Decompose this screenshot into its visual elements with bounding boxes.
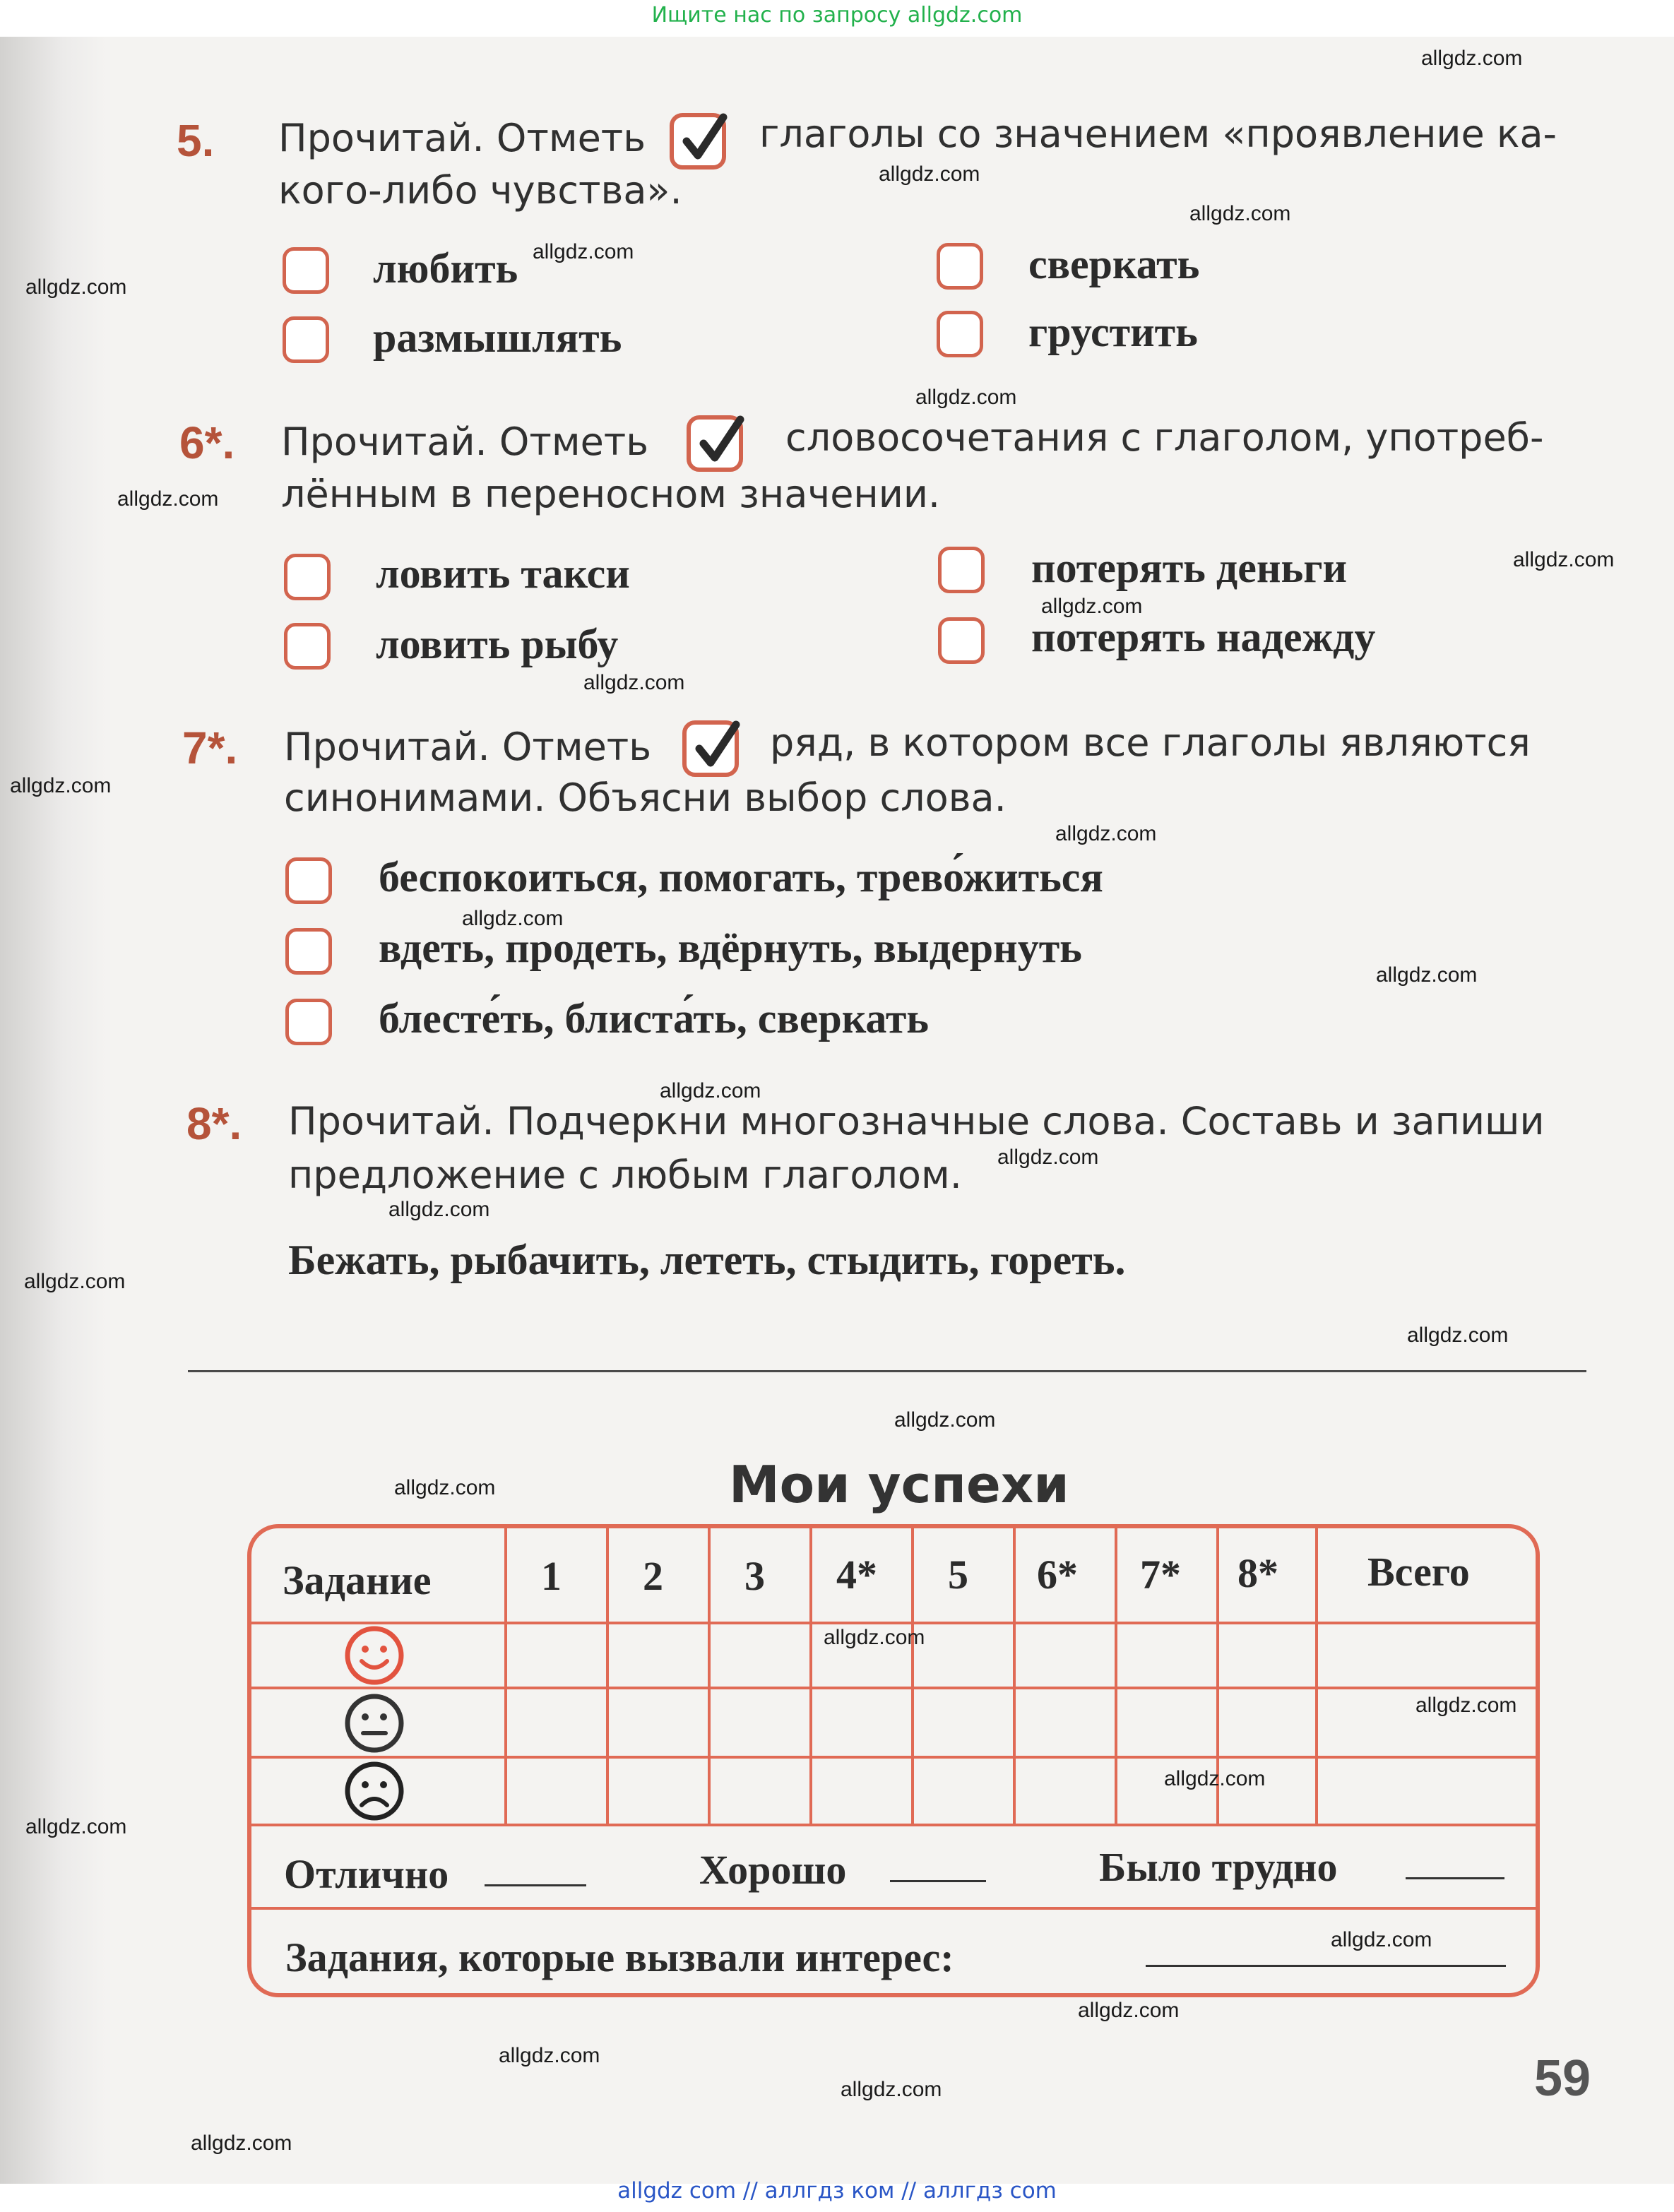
watermark: allgdz.com xyxy=(1055,822,1157,845)
task7-number: 7*. xyxy=(182,723,238,773)
table-line xyxy=(1315,1528,1318,1824)
watermark: allgdz.com xyxy=(533,240,634,263)
task5-option-4: грустить xyxy=(1028,309,1198,355)
header-8: 8* xyxy=(1237,1550,1278,1596)
task5-instruction-start: Прочитай. Отметь xyxy=(278,116,646,160)
task7-check-sample xyxy=(682,720,739,777)
task7-instruction-end: ряд, в котором все глаголы являются xyxy=(770,720,1531,765)
task5-number: 5. xyxy=(177,115,215,166)
table-line xyxy=(708,1528,711,1824)
header-2: 2 xyxy=(643,1553,663,1599)
task5-checkbox-1[interactable] xyxy=(283,247,329,294)
header-total: Всего xyxy=(1367,1549,1470,1595)
header-6: 6* xyxy=(1037,1552,1078,1598)
page-edge-shadow xyxy=(0,37,106,2184)
task6-checkbox-4[interactable] xyxy=(938,617,985,664)
task6-option-4: потерять надежду xyxy=(1031,614,1376,660)
interest-label: Задания, которые вызвали интерес: xyxy=(285,1934,954,1980)
interest-blank[interactable] xyxy=(1146,1965,1506,1967)
watermark: allgdz.com xyxy=(499,2044,600,2067)
task6-checkbox-2[interactable] xyxy=(938,547,985,593)
table-line xyxy=(251,1907,1536,1910)
watermark: allgdz.com xyxy=(1421,47,1523,70)
task7-instruction-line2: синонимами. Объясни выбор слова. xyxy=(284,775,1007,820)
watermark: allgdz.com xyxy=(1041,595,1143,618)
bottom-banner: allgdz com // аллгдз ком // аллгдз com xyxy=(617,2178,1057,2204)
watermark: allgdz.com xyxy=(25,1815,127,1838)
task6-option-1: ловить такси xyxy=(376,550,630,597)
watermark: allgdz.com xyxy=(117,487,219,511)
task6-option-3: ловить рыбу xyxy=(376,621,619,667)
watermark: allgdz.com xyxy=(10,774,112,797)
success-table xyxy=(247,1524,1540,1997)
header-1: 1 xyxy=(541,1553,562,1599)
sad-face-icon xyxy=(343,1760,405,1822)
watermark: allgdz.com xyxy=(388,1198,490,1221)
table-line xyxy=(251,1756,1536,1759)
rating-hard: Было трудно xyxy=(1099,1844,1338,1890)
checkmark-icon xyxy=(689,719,746,775)
header-7: 7* xyxy=(1140,1552,1181,1598)
checkmark-icon xyxy=(694,414,750,470)
watermark: allgdz.com xyxy=(1189,202,1291,225)
header-task: Задание xyxy=(283,1557,432,1603)
checkmark-icon xyxy=(677,112,733,168)
header-4: 4* xyxy=(836,1552,877,1598)
watermark: allgdz.com xyxy=(1376,963,1478,987)
header-3: 3 xyxy=(744,1553,765,1599)
task7-checkbox-3[interactable] xyxy=(285,999,332,1045)
task7-option-2: вдеть, продеть, вдёрнуть, выдернуть xyxy=(379,924,1082,971)
watermark: allgdz.com xyxy=(24,1270,126,1293)
watermark: allgdz.com xyxy=(25,275,127,299)
watermark: allgdz.com xyxy=(394,1476,496,1499)
task7-option-1: беспокоиться, помогать, трево́житься xyxy=(379,854,1103,900)
watermark: allgdz.com xyxy=(660,1079,761,1102)
watermark: allgdz.com xyxy=(879,162,980,186)
rating-excellent-blank[interactable] xyxy=(485,1884,586,1886)
task8-answer-line[interactable] xyxy=(188,1370,1586,1372)
task5-checkbox-2[interactable] xyxy=(937,243,983,290)
task6-instruction-start: Прочитай. Отметь xyxy=(281,420,649,464)
rating-excellent: Отлично xyxy=(284,1851,449,1897)
task7-option-3: блесте́ть, блиста́ть, сверкать xyxy=(379,995,930,1042)
task7-instruction-start: Прочитай. Отметь xyxy=(284,725,652,769)
table-line xyxy=(504,1528,507,1824)
task6-checkbox-1[interactable] xyxy=(284,554,331,600)
watermark: allgdz.com xyxy=(583,671,685,694)
task5-option-1: любить xyxy=(373,245,518,292)
task5-instruction-end: глаголы со значением «проявление ка- xyxy=(759,112,1557,156)
task6-option-2: потерять деньги xyxy=(1031,545,1348,591)
table-line xyxy=(1115,1528,1117,1824)
table-line xyxy=(251,1687,1536,1689)
watermark: allgdz.com xyxy=(191,2131,292,2155)
table-line xyxy=(251,1622,1536,1624)
task5-checkbox-4[interactable] xyxy=(937,311,983,357)
rating-good: Хорошо xyxy=(699,1847,847,1893)
task7-checkbox-2[interactable] xyxy=(285,928,332,975)
task5-option-3: размышлять xyxy=(373,314,622,361)
watermark: allgdz.com xyxy=(1331,1928,1432,1951)
top-banner: Ищите нас по запросу allgdz.com xyxy=(651,3,1023,28)
watermark: allgdz.com xyxy=(1513,548,1615,571)
task6-instruction-end: словосочетания с глаголом, употреб- xyxy=(785,415,1544,460)
task6-instruction-line2: лённым в переносном значении. xyxy=(281,472,941,516)
table-line xyxy=(911,1528,914,1824)
watermark: allgdz.com xyxy=(1164,1767,1266,1790)
table-line xyxy=(251,1824,1536,1826)
task8-words: Бежать, рыбачить, лететь, стыдить, гореть. xyxy=(288,1237,1126,1283)
watermark: allgdz.com xyxy=(824,1626,925,1649)
task5-option-2: сверкать xyxy=(1028,241,1200,287)
task5-checkbox-3[interactable] xyxy=(283,316,329,363)
task6-number: 6*. xyxy=(179,417,235,468)
task8-instruction-line2: предложение с любым глаголом. xyxy=(288,1153,962,1197)
page-number: 59 xyxy=(1534,2050,1591,2107)
table-line xyxy=(1013,1528,1016,1824)
watermark: allgdz.com xyxy=(462,907,564,930)
watermark: allgdz.com xyxy=(997,1146,1099,1169)
header-5: 5 xyxy=(948,1552,968,1598)
task7-checkbox-1[interactable] xyxy=(285,857,332,904)
watermark: allgdz.com xyxy=(841,2078,942,2101)
task8-number: 8*. xyxy=(186,1098,242,1149)
happy-face-icon xyxy=(343,1624,405,1687)
rating-hard-blank[interactable] xyxy=(1406,1877,1504,1879)
watermark: allgdz.com xyxy=(894,1408,996,1432)
watermark: allgdz.com xyxy=(1078,1999,1180,2022)
task6-check-sample xyxy=(687,415,743,472)
watermark: allgdz.com xyxy=(1415,1694,1517,1717)
task5-instruction-line2: кого-либо чувства». xyxy=(278,168,682,213)
task5-check-sample xyxy=(670,113,726,170)
watermark: allgdz.com xyxy=(915,386,1017,409)
neutral-face-icon xyxy=(343,1692,405,1754)
task6-checkbox-3[interactable] xyxy=(284,623,331,670)
table-line xyxy=(809,1528,812,1824)
watermark: allgdz.com xyxy=(1407,1324,1509,1347)
task8-instruction-line1: Прочитай. Подчеркни многозначные слова. Составь и запиши xyxy=(288,1099,1545,1143)
success-title: Мои успехи xyxy=(729,1455,1069,1514)
table-line xyxy=(606,1528,609,1824)
rating-good-blank[interactable] xyxy=(890,1880,986,1882)
